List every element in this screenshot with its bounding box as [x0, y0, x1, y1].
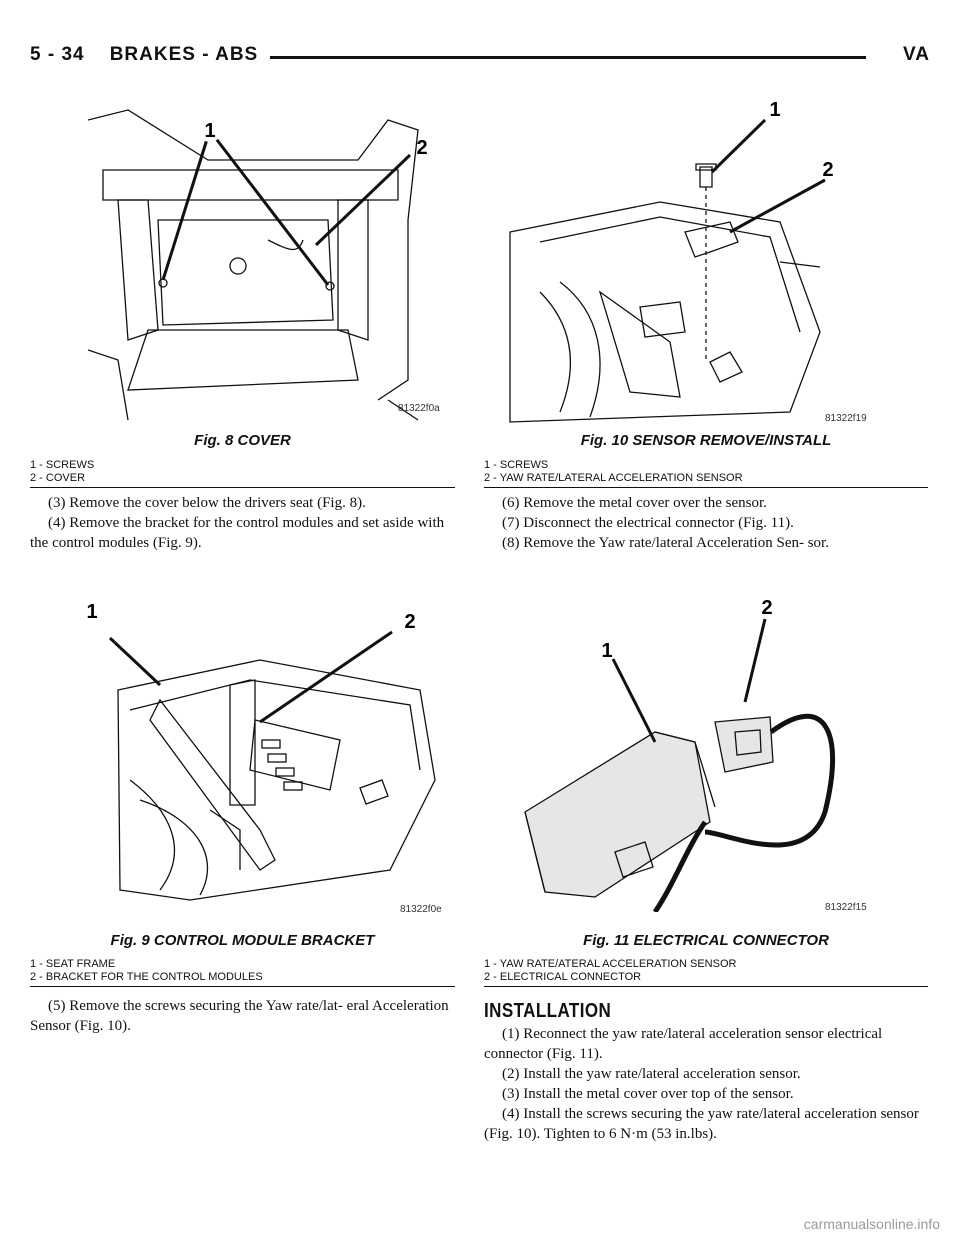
figure-10-sensor-remove-install — [480, 92, 880, 427]
step-8: (8) Remove the Yaw rate/lateral Acceleration Sen- sor. — [502, 535, 829, 551]
fig9-legend-item: 1 - SEAT FRAME — [30, 958, 116, 970]
step-7: (7) Disconnect the electrical connector (Fig. 11). — [502, 515, 794, 531]
step-6: (6) Remove the metal cover over the sensor. — [502, 495, 767, 511]
fig8-illustration — [88, 100, 458, 430]
figure-8-cover — [88, 100, 458, 430]
fig11-callout-1: 1 — [601, 640, 613, 662]
fig8-legend-rule — [30, 487, 455, 488]
fig11-callout-2: 2 — [761, 597, 773, 619]
watermark: carmanualsonline.info — [803, 1216, 940, 1232]
fig11-title: Fig. 11 ELECTRICAL CONNECTOR — [583, 932, 829, 949]
fig8-title: Fig. 8 COVER — [194, 432, 291, 449]
fig9-callout-2: 2 — [404, 611, 416, 633]
fig8-legend-item: 1 - SCREWS — [30, 459, 95, 471]
fig8-legend-item: 2 - COVER — [30, 472, 86, 484]
fig9-legend-rule — [30, 986, 455, 987]
fig8-callout-1: 1 — [204, 120, 216, 142]
fig11-legend-rule — [484, 986, 928, 987]
figure-11-electrical-connector — [505, 592, 875, 912]
installation-heading: INSTALLATION — [484, 1000, 612, 1022]
fig10-legend-rule — [484, 487, 928, 488]
fig10-legend-item: 1 - SCREWS — [484, 459, 549, 471]
left-steps-b — [30, 996, 455, 1036]
install-step-2: (2) Install the yaw rate/lateral acceleration sensor. — [502, 1066, 801, 1082]
installation-steps — [484, 1024, 928, 1144]
fig10-title: Fig. 10 SENSOR REMOVE/INSTALL — [580, 432, 832, 449]
fig8-callout-2: 2 — [416, 137, 428, 159]
fig9-callout-1: 1 — [86, 601, 98, 623]
fig9-code: 81322f0e — [400, 904, 442, 915]
fig9-illustration — [70, 590, 455, 920]
figure-9-control-module-bracket — [70, 590, 455, 920]
fig10-legend-item: 2 - YAW RATE/LATERAL ACCELERATION SENSOR — [484, 472, 743, 484]
model-code: VA — [903, 44, 930, 65]
fig8-code: 81322f0a — [398, 403, 440, 414]
page-reference: 5 - 34 BRAKES - ABS — [30, 44, 259, 65]
step-4: (4) Remove the bracket for the control modules and set aside with the control modules (Fig. 9). — [30, 515, 445, 551]
left-steps-a — [30, 493, 455, 553]
install-step-4: (4) Install the screws securing the yaw rate/lateral acceleration sensor (Fig. 10). Tighten to 6 N·m (53 in.lbs). — [484, 1106, 919, 1142]
fig11-legend-item: 1 - YAW RATE/ATERAL ACCELERATION SENSOR — [484, 958, 737, 970]
right-steps-a — [484, 493, 928, 553]
fig10-code: 81322f19 — [825, 413, 867, 424]
install-step-3: (3) Install the metal cover over top of the sensor. — [502, 1086, 794, 1102]
fig11-legend — [484, 958, 736, 984]
fig9-legend-item: 2 - BRACKET FOR THE CONTROL MODULES — [30, 971, 263, 983]
fig9-title: Fig. 9 CONTROL MODULE BRACKET — [110, 932, 375, 949]
fig10-callout-1: 1 — [769, 99, 781, 121]
header-rule — [270, 56, 866, 59]
fig8-legend — [30, 459, 94, 485]
step-5: (5) Remove the screws securing the Yaw rate/lat- eral Acceleration Sensor (Fig. 10). — [30, 998, 449, 1034]
step-3: (3) Remove the cover below the drivers seat (Fig. 8). — [48, 495, 366, 511]
fig9-legend — [30, 958, 263, 984]
install-step-1: (1) Reconnect the yaw rate/lateral acceleration sensor electrical connector (Fig. 11). — [484, 1026, 883, 1062]
fig11-illustration — [505, 592, 875, 912]
fig11-legend-item: 2 - ELECTRICAL CONNECTOR — [484, 971, 642, 983]
fig10-legend — [484, 459, 743, 485]
fig11-code: 81322f15 — [825, 902, 867, 913]
fig10-illustration — [480, 92, 880, 427]
page-header — [30, 44, 930, 74]
fig10-callout-2: 2 — [822, 159, 834, 181]
